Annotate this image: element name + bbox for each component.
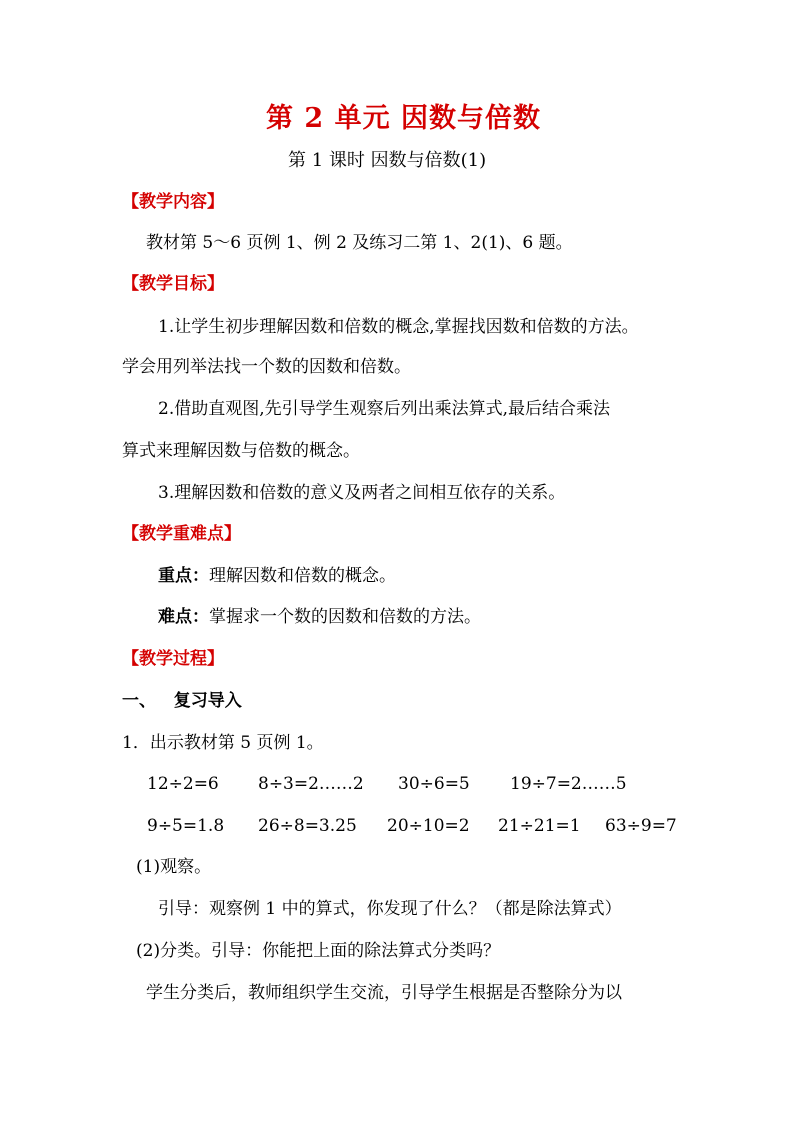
expression: 19÷7=2……5 [510,774,627,794]
expression: 30÷6=5 [398,774,470,794]
expression: 12÷2=6 [147,774,219,794]
key-point-text: 理解因数和倍数的概念。 [209,566,396,586]
goal-2-line-2: 算式来理解因数与倍数的概念。 [122,441,360,461]
difficulty-label: 难点： [158,607,209,627]
difficulty-point [158,606,481,628]
goal-3: 3.理解因数和倍数的意义及两者之间相互依存的关系。 [158,483,566,503]
page-title: 第 2 单元 因数与倍数 [266,103,541,134]
goals-heading: 【教学目标】 [122,274,224,294]
lesson-subtitle: 第 1 课时 因数与倍数(1) [288,150,487,171]
expression: 9÷5=1.8 [147,816,225,836]
content-heading: 【教学内容】 [122,192,224,212]
key-point [158,565,396,587]
expression: 26÷8=3.25 [258,816,357,836]
goal-1-line-1: 1.让学生初步理解因数和倍数的概念,掌握找因数和倍数的方法。 [158,317,639,337]
expression: 20÷10=2 [387,816,470,836]
guide-text: 引导：观察例 1 中的算式，你发现了什么？（都是除法算式） [158,899,622,919]
step-1: 1．出示教材第 5 页例 1。 [122,733,324,753]
goal-1-line-2: 学会用列举法找一个数的因数和倍数。 [122,357,411,377]
process-heading: 【教学过程】 [122,649,224,669]
difficulty-text: 掌握求一个数的因数和倍数的方法。 [209,607,481,627]
expression: 21÷21=1 [498,816,581,836]
key-point-label: 重点： [158,566,209,586]
observe-step: (1)观察。 [136,857,212,877]
expression: 8÷3=2……2 [258,774,364,794]
expression: 63÷9=7 [605,816,677,836]
key-points-heading: 【教学重难点】 [122,524,241,544]
classify-step: (2)分类。引导：你能把上面的除法算式分类吗？ [136,941,501,961]
content-text: 教材第 5～6 页例 1、例 2 及练习二第 1、2(1)、6 题。 [146,233,573,253]
after-classify-text: 学生分类后，教师组织学生交流，引导学生根据是否整除分为以 [146,983,622,1003]
goal-2-line-1: 2.借助直观图,先引导学生观察后列出乘法算式,最后结合乘法 [158,399,611,419]
part-1-heading: 一、 复习导入 [122,691,242,711]
